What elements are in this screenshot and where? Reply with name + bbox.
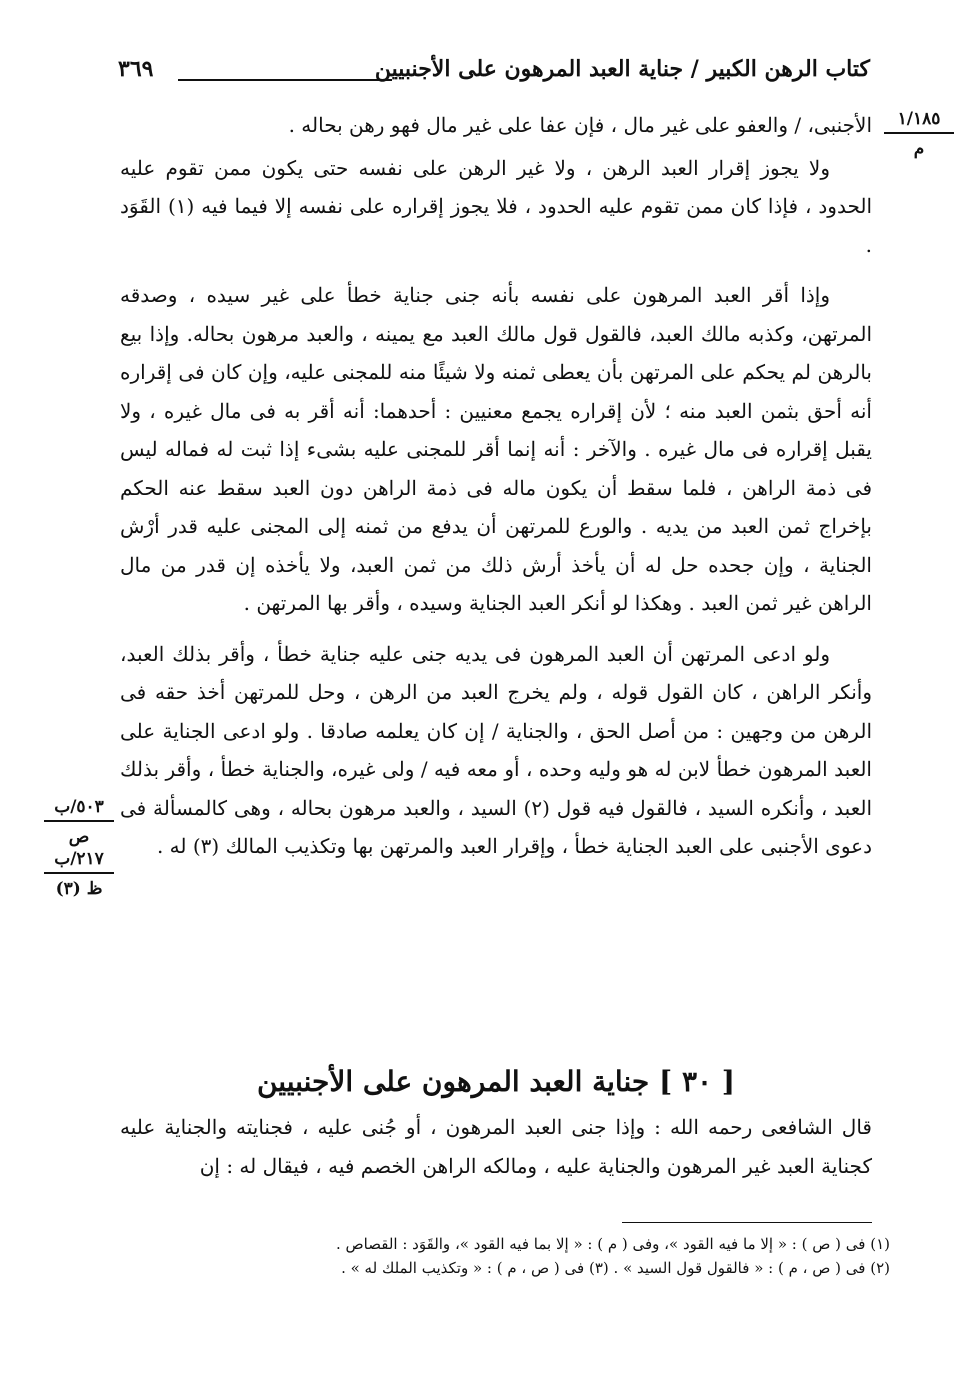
running-header — [118, 56, 870, 96]
body-paragraph: ولو ادعى المرتهن أن العبد المرهون فى يديه جنى عليه جناية خطأ ، وأقر بذلك العبد، وأنكر الراهن ، كان القول قوله ، ولم يخرج العبد من الرهن ، وحل للمرتهن أخذ حقه فى الرهن من وجهين : من أصل الحق ، والجناية / إن كان يعلمه صادقا . ولو ادعى الجناية على العبد المرهون خطأ لابن له هو وليه وحده ، أو معه فيه / ولى غيره، والجناية خطأ ، وأقر بذلك العبد ، وأنكره السيد ، فالقول فيه قول (٢) السيد ، والعبد مرهون بحاله ، وهى كالمسألة فى دعوى الأجنبى على العبد الجناية خطأ ، وإقرار العبد والمرتهن بها وتكذيب المالك (٣) له . — [120, 641, 872, 858]
margin-note-rule — [44, 820, 114, 822]
margin-note-line: ٥٠٣/ب — [54, 797, 104, 817]
margin-note-manuscript-ref — [44, 796, 114, 900]
margin-note-rule — [884, 132, 954, 134]
footnote: (٢) فى ( ص ، م ) : « فالقول قول السيد » . (٣) فى ( ص ، م ) : « وتكذيب الملك له » . — [341, 1259, 890, 1277]
header-rule — [178, 79, 392, 81]
running-title: كتاب الرهن الكبير / جناية العبد المرهون على الأجنبيين — [374, 56, 870, 82]
margin-note-line: ص — [68, 827, 90, 847]
margin-note-line: ٢١٧/ب — [54, 849, 104, 869]
section-paragraph: قال الشافعى رحمه الله : وإذا جنى العبد المرهون ، أو جُنى عليه ، فجنايته والجناية عليه كجناية العبد غير المرهون والجناية عليه ، ومالكه الراهن الخصم فيه ، فيقال له : إن — [120, 1115, 872, 1178]
body-paragraph: وإذا أقر العبد المرهون على نفسه بأنه جنى جناية خطأ على غير سيده ، وصدقه المرتهن، وكذبه مالك العبد، فالقول قول مالك العبد مع يمينه ، والعبد مرهون بحاله. وإذا بيع بالرهن لم يحكم على المرتهن بأن يعطى ثمنه ولا شيئًا منه للمجنى عليه، وإن كان فى إقراره أنه أحق بثمن العبد منه ؛ لأن إقراره يجمع معنيين : أحدهما: أنه أقر به فى مال غيره ، ولا يقبل إقراره فى مال غيره . والآخر : أنه إنما أقر للمجنى عليه بشىء إذا ثبت له فماله ليس فى ذمة الراهن ، فلما سقط أن يكون ماله فى ذمة الراهن دون العبد سقط عنه الحكم بإخراج ثمن العبد من يديه . والورع للمرتهن أن يدفع من ثمنه إلى المجنى عليه قدر أرْش الجناية ، وإن جحده حل له أن يأخذ أرش ذلك من ثمن العبد، ولا يأخذه إن قدر من مال الراهن غير ثمن العبد . وهكذا لو أنكر العبد الجناية وسيده ، وأقر بها المرتهن . — [120, 283, 873, 615]
margin-note-manuscript-ref — [884, 108, 954, 160]
footnotes — [120, 1232, 890, 1280]
section-heading: [ ٣٠ ] جناية العبد المرهون على الأجنبيين — [256, 1065, 736, 1098]
margin-note-rule — [44, 872, 114, 874]
footnote-divider — [622, 1222, 872, 1223]
body-paragraph: ولا يجوز إقرار العبد الرهن ، ولا غير الرهن على نفسه حتى يكون ممن تقوم عليه الحدود ، فإذا كان ممن تقوم عليه الحدود ، فلا يجوز إقراره على نفسه إلا فيما فيه (١) القَوَد . — [120, 155, 872, 257]
body-text-block — [120, 106, 872, 866]
section-text-block — [120, 1108, 872, 1185]
page-number: ٣٦٩ — [118, 56, 154, 82]
margin-note-line: م — [913, 139, 925, 159]
footnote: (١) فى ( ص ) : « إلا ما فيه القود »، وفى ( م ) : « إلا بما فيه القود »، والقَوَد : القصاص . — [336, 1235, 890, 1253]
margin-note-line: ظ (٣) — [55, 879, 103, 899]
margin-note-line: ١/١٨٥ — [897, 109, 941, 129]
body-paragraph: الأجنبى، / والعفو على غير مال ، فإن عفا على غير مال فهو رهن بحاله . — [288, 113, 872, 137]
